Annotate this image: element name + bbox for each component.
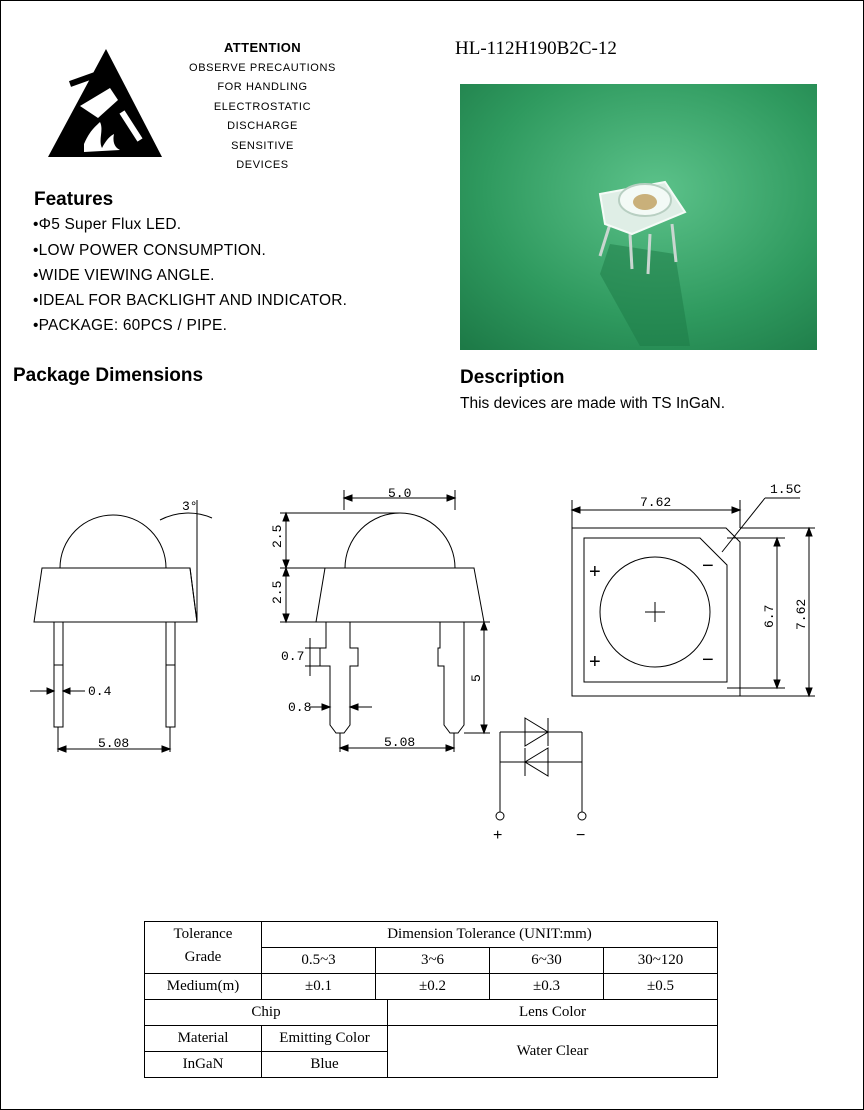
attention-line: ELECTROSTATIC [213, 101, 312, 113]
feature-item: •PACKAGE: 60PCS / PIPE. [33, 317, 228, 334]
lead-length-label: 5 [469, 674, 484, 682]
chamfer-label: 1.5C [770, 482, 802, 497]
tolerance-grade-header [145, 922, 262, 974]
dome-height-label: 2.5 [270, 524, 285, 548]
angle-label: 3° [182, 499, 198, 514]
outer-width-label: 7.62 [640, 495, 672, 510]
side-pitch-label: 5.08 [98, 736, 130, 751]
tolerance-value: ±0.1 [262, 974, 376, 1000]
side-body [34, 568, 197, 622]
description-text: This devices are made with TS InGaN. [460, 395, 726, 412]
side-dome [60, 515, 166, 568]
part-number: HL-112H190B2C-12 [455, 38, 617, 59]
front-body [316, 568, 484, 622]
feature-item: •LOW POWER CONSUMPTION. [33, 242, 267, 259]
esd-warning-icon [40, 44, 170, 162]
material-value: InGaN [145, 1052, 262, 1078]
chip-header: Chip [145, 1000, 388, 1026]
front-dome [345, 513, 455, 568]
attention-line: SENSITIVE [231, 140, 294, 152]
range-cell: 6~30 [490, 948, 604, 974]
top-plus-mark: + [589, 651, 601, 673]
features-heading: Features [34, 189, 114, 210]
emitting-color-value: Blue [262, 1052, 388, 1078]
lead-width-label: 0.4 [88, 684, 112, 699]
emitting-color-header: Emitting Color [262, 1026, 388, 1052]
lens-color-value: Water Clear [388, 1026, 718, 1078]
dim-tolerance-header: Dimension Tolerance (UNIT:mm) [262, 922, 718, 948]
front-pitch-label: 5.08 [384, 735, 416, 750]
tolerance-value: ±0.3 [490, 974, 604, 1000]
side-lead-right [166, 622, 175, 727]
side-lead-left [54, 622, 63, 727]
lens-color-header: Lens Color [388, 1000, 718, 1026]
package-drawing [0, 470, 864, 850]
top-minus-mark: − [702, 649, 714, 671]
range-cell: 30~120 [604, 948, 718, 974]
step-width-label: 0.8 [288, 700, 312, 715]
tolerance-value: ±0.2 [376, 974, 490, 1000]
top-plus-mark: + [589, 561, 601, 583]
cathode-label: − [576, 827, 586, 844]
attention-title: ATTENTION [223, 40, 302, 55]
tolerance-table [144, 921, 718, 1078]
body-height-label: 2.5 [270, 580, 285, 604]
feature-item: •Φ5 Super Flux LED. [33, 216, 182, 233]
anode-label: + [493, 827, 503, 844]
attention-line: DISCHARGE [227, 120, 298, 132]
attention-line: OBSERVE PRECAUTIONS [189, 62, 336, 74]
step-height-label: 0.7 [281, 649, 305, 664]
range-cell: 3~6 [376, 948, 490, 974]
feature-item: •WIDE VIEWING ANGLE. [33, 267, 215, 284]
inner-height-label: 6.7 [762, 604, 777, 628]
product-photo [460, 84, 817, 350]
tolerance-value: ±0.5 [604, 974, 718, 1000]
description-heading: Description [460, 367, 565, 388]
attention-line: DEVICES [236, 159, 289, 171]
attention-line: FOR HANDLING [217, 81, 308, 93]
range-cell: 0.5~3 [262, 948, 376, 974]
grade-label: Grade [184, 949, 222, 965]
feature-item: •IDEAL FOR BACKLIGHT AND INDICATOR. [33, 292, 348, 309]
material-header: Material [145, 1026, 262, 1052]
tolerance-label: Tolerance [173, 926, 233, 942]
dome-diameter-label: 5.0 [388, 486, 412, 501]
package-dimensions-heading: Package Dimensions [13, 365, 204, 386]
medium-label: Medium(m) [145, 974, 262, 1000]
top-minus-mark: − [702, 555, 714, 577]
outer-height-label: 7.62 [794, 598, 809, 630]
